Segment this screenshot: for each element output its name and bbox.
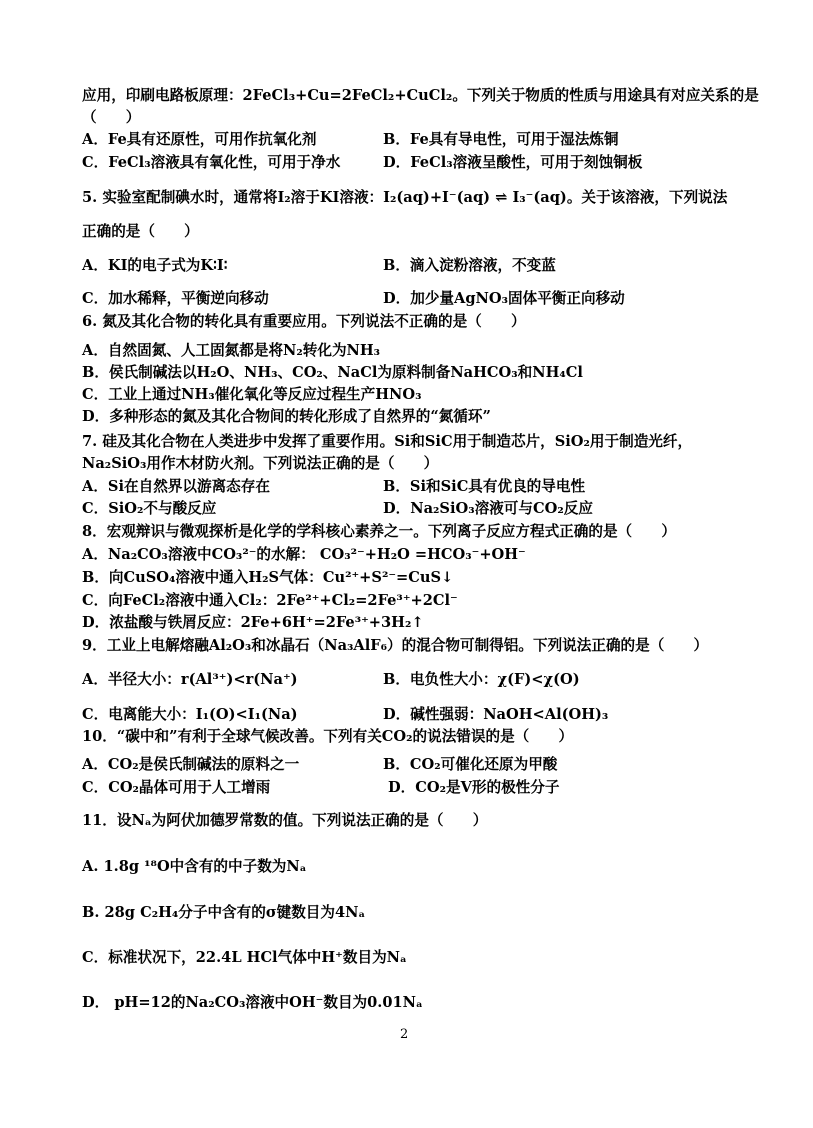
q4-stem: 应用，印刷电路板原理：2FeCl₃+Cu=2FeCl₂+CuCl₂。下列关于物质的性质与用途具有对应关系的是 — [82, 87, 759, 104]
q6-option-c: C．工业上通过NH₃催化氧化等反应过程生产HNO₃ — [82, 386, 422, 403]
q11-stem: 11．设Nₐ为阿伏加德罗常数的值。下列说法正确的是（ ） — [82, 812, 488, 829]
q9-option-b: B．电负性大小：χ(F)<χ(O) — [383, 671, 580, 688]
q4-option-c: C．FeCl₃溶液具有氧化性，可用于净水 — [82, 154, 341, 171]
q11-option-b: B. 28g C₂H₄分子中含有的σ键数目为4Nₐ — [82, 904, 366, 921]
q7-stem: 7. 硅及其化合物在人类进步中发挥了重要作用。Si和SiC用于制造芯片，SiO₂用于制造光纤， — [82, 433, 693, 450]
q7-stem-continued: Na₂SiO₃用作木材防火剂。下列说法正确的是（ ） — [82, 455, 439, 472]
q7-option-b: B．Si和SiC具有优良的导电性 — [383, 478, 586, 495]
q10-stem: 10．“碳中和”有利于全球气候改善。下列有关CO₂的说法错误的是（ ） — [82, 728, 574, 745]
q7-option-c: C．SiO₂不与酸反应 — [82, 500, 217, 517]
q6-option-d: D．多种形态的氮及其化合物间的转化形成了自然界的“氮循环” — [82, 408, 491, 425]
q5-option-d: D．加少量AgNO₃固体平衡正向移动 — [383, 290, 625, 307]
q11-option-d: D． pH=12的Na₂CO₃溶液中OH⁻数目为0.01Nₐ — [82, 994, 423, 1011]
q9-option-c: C．电离能大小：I₁(O)<I₁(Na) — [82, 706, 298, 723]
q5-stem: 5. 实验室配制碘水时，通常将I₂溶于KI溶液：I₂(aq)+I⁻(aq) ⇌ I₃⁻(aq)。关于该溶液，下列说法 — [82, 189, 728, 206]
q9-stem: 9．工业上电解熔融Al₂O₃和冰晶石（Na₃AlF₆）的混合物可制得铝。下列说法正确的是（ ） — [82, 637, 709, 654]
q10-option-a: A．CO₂是侯氏制碱法的原料之一 — [82, 756, 300, 773]
q6-option-a: A．自然固氮、人工固氮都是将N₂转化为NH₃ — [82, 342, 381, 359]
q8-option-d: D．浓盐酸与铁屑反应：2Fe+6H⁺=2Fe³⁺+3H₂↑ — [82, 614, 424, 631]
q4-paren: （ ） — [82, 109, 141, 126]
q4-option-a: A．Fe具有还原性，可用作抗氧化剂 — [82, 131, 317, 148]
page-number: 2 — [400, 1027, 409, 1042]
q6-option-b: B．侯氏制碱法以H₂O、NH₃、CO₂、NaCl为原料制备NaHCO₃和NH₄Cl — [82, 364, 583, 381]
q8-option-b: B．向CuSO₄溶液中通入H₂S气体：Cu²⁺+S²⁻=CuS↓ — [82, 569, 454, 586]
q10-option-c: C．CO₂晶体可用于人工增雨 — [82, 779, 271, 796]
q8-option-a: A．Na₂CO₃溶液中CO₃²⁻的水解： CO₃²⁻+H₂O =HCO₃⁻+OH⁻ — [82, 546, 526, 563]
q11-option-c: C．标准状况下，22.4L HCl气体中H⁺数目为Nₐ — [82, 949, 407, 966]
q7-option-d: D．Na₂SiO₃溶液可与CO₂反应 — [383, 500, 593, 517]
q11-option-a: A. 1.8g ¹⁸O中含有的中子数为Nₐ — [82, 858, 307, 875]
q6-stem: 6. 氮及其化合物的转化具有重要应用。下列说法不正确的是（ ） — [82, 313, 526, 330]
q4-option-d: D．FeCl₃溶液呈酸性，可用于刻蚀铜板 — [383, 154, 643, 171]
q5-option-b: B．滴入淀粉溶液，不变蓝 — [383, 257, 556, 274]
q9-option-d: D．碱性强弱：NaOH<Al(OH)₃ — [383, 706, 609, 723]
q9-option-a: A．半径大小：r(Al³⁺)<r(Na⁺) — [82, 671, 298, 688]
q5-stem-continued: 正确的是（ ） — [82, 223, 199, 240]
q10-option-b: B．CO₂可催化还原为甲酸 — [383, 756, 558, 773]
q4-option-b: B．Fe具有导电性，可用于湿法炼铜 — [383, 131, 619, 148]
q5-option-c: C．加水稀释，平衡逆向移动 — [82, 290, 269, 307]
q8-option-c: C．向FeCl₂溶液中通入Cl₂：2Fe²⁺+Cl₂=2Fe³⁺+2Cl⁻ — [82, 592, 458, 609]
q8-stem: 8．宏观辩识与微观探析是化学的学科核心素养之一。下列离子反应方程式正确的是（ ） — [82, 523, 676, 540]
q5-option-a: A．KI的电子式为K∶I∶ — [82, 257, 228, 274]
q10-option-d: D．CO₂是V形的极性分子 — [388, 779, 560, 796]
q7-option-a: A．Si在自然界以游离态存在 — [82, 478, 270, 495]
